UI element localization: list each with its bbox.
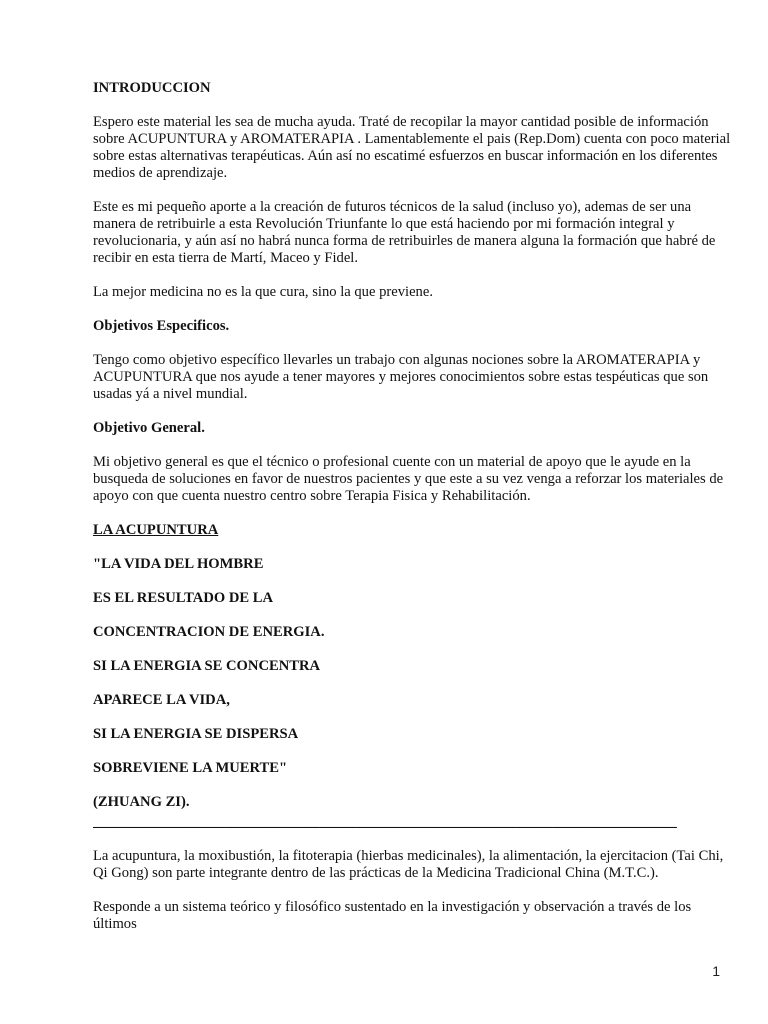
intro-paragraph-2: Este es mi pequeño aporte a la creación de futuros técnicos de la salud (incluso yo), ademas de ser una manera de retribuirle a esta Revolución Triunfante lo que está haciendo por mi formación integral y revolucionaria, y aún así no habrá nunca forma de retribuirles de manera alguna la formación que habré de recibir en esta tierra de Martí, Maceo y Fidel. (93, 199, 716, 266)
quote-line-6: SI LA ENERGIA SE DISPERSA (93, 726, 299, 742)
quote-line-5: APARECE LA VIDA, (93, 692, 230, 708)
quote-line-4: SI LA ENERGIA SE CONCENTRA (93, 658, 321, 674)
general-objective-paragraph: Mi objetivo general es que el técnico o profesional cuente con un material de apoyo que le ayude en la busqueda de soluciones en favor de nuestros pacientes y que este a su vez venga a reforzar los materiales de apoyo con que cuenta nuestro centro sobre Terapia Fisica y Rehabilitación. (93, 454, 724, 504)
page-number: 1 (712, 963, 720, 979)
document-page (93, 80, 733, 950)
section-heading-acupuntura: LA ACUPUNTURA (93, 522, 219, 538)
body-paragraph-2: Responde a un sistema teórico y filosófico sustentado en la investigación y observación a través de los últimos (93, 899, 692, 932)
intro-paragraph-1: Espero este material les sea de mucha ayuda. Traté de recopilar la mayor cantidad posible de información sobre ACUPUNTURA y AROMATERAPIA . Lamentablemente el pais (Rep.Dom) cuenta con poco material sobre estas alternativas terapéuticas. Aún así no escatimé esfuerzos en buscar información en los diferentes medios de aprendizaje. (93, 114, 731, 181)
body-paragraph-1: La acupuntura, la moxibustión, la fitoterapia (hierbas medicinales), la alimentación, la ejercitacion (Tai Chi, Qi Gong) son parte integrante dentro de las prácticas de la Medicina Tradicional China (M.T.C.). (93, 848, 724, 881)
general-objective-heading: Objetivo General. (93, 420, 205, 436)
quote-line-3: CONCENTRACION DE ENERGIA. (93, 624, 325, 640)
page-heading: INTRODUCCION (93, 80, 211, 96)
specific-objectives-heading: Objetivos Especificos. (93, 318, 230, 334)
quote-line-7: SOBREVIENE LA MUERTE" (93, 760, 288, 776)
intro-paragraph-3: La mejor medicina no es la que cura, sino la que previene. (93, 284, 433, 300)
separator-line: ________________________________________________________________________________ (93, 814, 677, 830)
quote-attribution: (ZHUANG ZI). (93, 794, 190, 810)
quote-line-1: "LA VIDA DEL HOMBRE (93, 556, 264, 572)
quote-line-2: ES EL RESULTADO DE LA (93, 590, 274, 606)
specific-objectives-paragraph: Tengo como objetivo específico llevarles un trabajo con algunas nociones sobre la AROMATERAPIA y ACUPUNTURA que nos ayude a tener mayores y mejores conocimientos sobre estas tespéuticas que son usadas yá a nivel mundial. (93, 352, 709, 402)
